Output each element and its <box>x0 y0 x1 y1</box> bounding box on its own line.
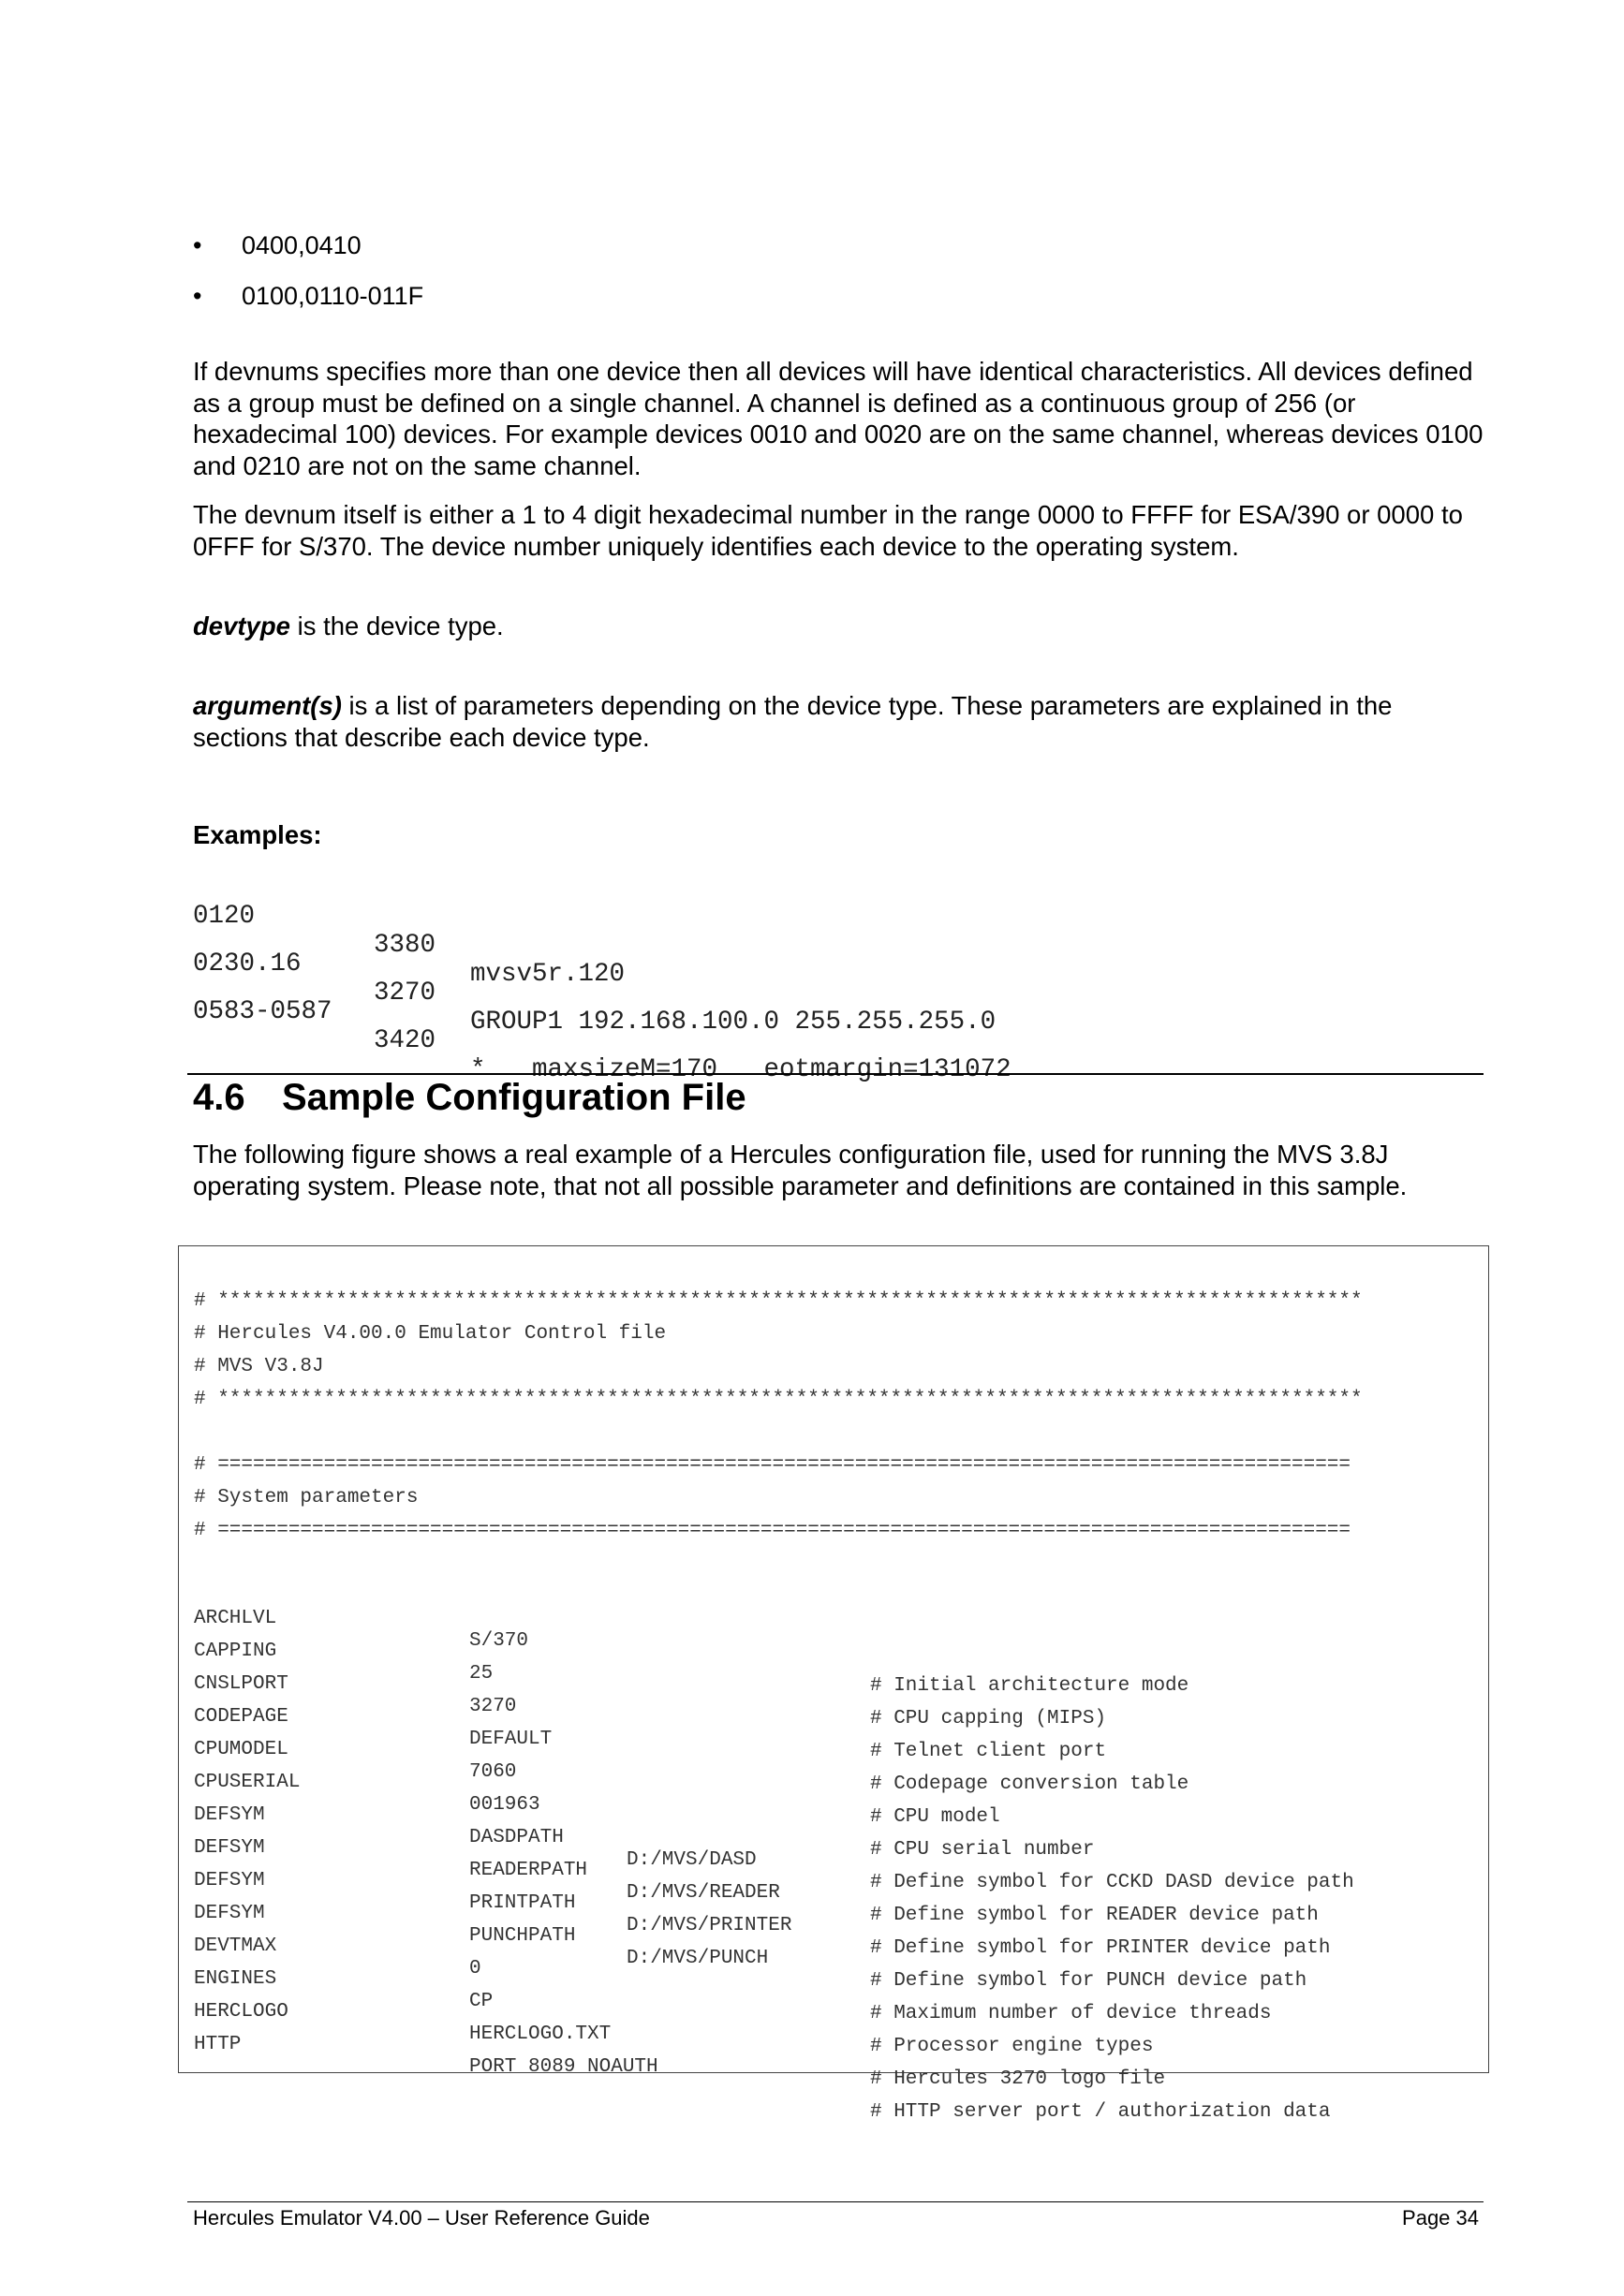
bullet-icon: • <box>193 282 202 310</box>
config-comment: # Define symbol for READER device path <box>870 1905 1319 1926</box>
example-devnum: 0120 <box>193 902 256 931</box>
example-devtype: 3380 <box>374 931 436 960</box>
config-comment: # CPU serial number <box>870 1839 1095 1861</box>
paragraph-text: If devnums specifies more than one device then all devices will have identical characteristics. All devices defined as a group must be defined on a single channel. A channel is defined as a continuous group of 256 (or hexadecimal 100) devices. For example devices 0010 and 0020 are on the same channel, whereas devices 0100 and 0210 are not on the same channel. <box>193 357 1484 480</box>
config-value-extra: D:/MVS/DASD <box>627 1849 757 1871</box>
footer-page-number: Page 34 <box>1402 2206 1479 2230</box>
config-key: DEFSYM <box>194 1870 265 1891</box>
config-value: PORT 8089 NOAUTH <box>469 2056 658 2078</box>
config-value: DASDPATH <box>469 1827 564 1848</box>
config-comment: # CPU capping (MIPS) <box>870 1708 1107 1729</box>
bullet-text: 0400,0410 <box>242 231 362 259</box>
config-value-extra: D:/MVS/READER <box>627 1882 780 1904</box>
section-intro <box>193 1139 1495 1201</box>
footer-document-title: Hercules Emulator V4.00 – User Reference Guide <box>193 2206 650 2230</box>
config-comment: # Define symbol for CCKD DASD device path <box>870 1872 1354 1893</box>
config-key: CNSLPORT <box>194 1673 288 1695</box>
example-devnum: 0583-0587 <box>193 997 332 1026</box>
code-comment-line: # ************************************************************************************************* <box>194 1290 1363 1312</box>
bullet-text: 0100,0110-011F <box>242 282 424 310</box>
code-comment-line: # System parameters <box>194 1487 419 1509</box>
config-comment: # Processor engine types <box>870 2036 1154 2057</box>
config-value: HERCLOGO.TXT <box>469 2024 612 2045</box>
config-comment: # Maximum number of device threads <box>870 2003 1272 2024</box>
example-devtype: 3270 <box>374 979 436 1008</box>
config-comment: # Define symbol for PRINTER device path <box>870 1937 1331 1959</box>
section-title: Sample Configuration File <box>282 1077 746 1118</box>
config-value-extra: D:/MVS/PRINTER <box>627 1915 792 1936</box>
code-comment-line: # ================================================================================================ <box>194 1520 1351 1541</box>
config-key: CPUMODEL <box>194 1739 288 1760</box>
config-value: 3270 <box>469 1696 517 1717</box>
config-value: PUNCHPATH <box>469 1925 576 1947</box>
config-comment: # Telnet client port <box>870 1741 1107 1762</box>
config-value: 001963 <box>469 1794 540 1816</box>
code-comment-line: # MVS V3.8J <box>194 1356 324 1377</box>
config-value: READERPATH <box>469 1860 588 1881</box>
config-value-extra: D:/MVS/PUNCH <box>627 1948 769 1969</box>
config-comment: # Initial architecture mode <box>870 1675 1189 1697</box>
paragraph-text: The following figure shows a real example of a Hercules configuration file, used for running the MVS 3.8J operating system. Please note, that not all possible parameter and definitions are contained in this sample. <box>193 1140 1408 1200</box>
paragraph-devnums-group <box>193 356 1485 481</box>
config-key: ARCHLVL <box>194 1608 277 1629</box>
argument-description: is a list of parameters depending on the device type. These parameters are explained in the sections that describe each device type. <box>193 691 1393 752</box>
config-value: DEFAULT <box>469 1729 553 1750</box>
footer-divider <box>187 2201 1484 2202</box>
config-value: PRINTPATH <box>469 1892 576 1914</box>
config-key: DEVTMAX <box>194 1935 277 1957</box>
section-heading <box>193 1077 746 1119</box>
example-arguments: * maxsizeM=170 eotmargin=131072 <box>470 1055 1011 1084</box>
paragraph-devtype <box>193 611 1485 642</box>
examples-label: Examples: <box>193 820 322 849</box>
code-comment-line: # ================================================================================================ <box>194 1454 1351 1476</box>
devtype-term: devtype <box>193 611 290 640</box>
bullet-icon: • <box>193 231 202 259</box>
code-comment-line: # Hercules V4.00.0 Emulator Control file <box>194 1323 667 1345</box>
config-key: HTTP <box>194 2034 242 2055</box>
devtype-description: is the device type. <box>289 611 504 640</box>
config-value: S/370 <box>469 1630 529 1652</box>
code-comment-line: # ************************************************************************************************* <box>194 1389 1363 1410</box>
config-comment: # Define symbol for PUNCH device path <box>870 1970 1307 1992</box>
config-comment: # Hercules 3270 logo file <box>870 2068 1166 2090</box>
config-comment: # Codepage conversion table <box>870 1774 1189 1795</box>
config-value: CP <box>469 1991 494 2012</box>
paragraph-arguments <box>193 690 1485 753</box>
example-devnum: 0230.16 <box>193 949 302 979</box>
config-file-figure <box>178 1245 1489 2123</box>
config-key: CPUSERIAL <box>194 1772 301 1793</box>
example-arguments: GROUP1 192.168.100.0 255.255.255.0 <box>470 1008 997 1037</box>
config-value: 0 <box>469 1958 481 1980</box>
section-number: 4.6 <box>193 1077 245 1118</box>
config-key: ENGINES <box>194 1968 277 1990</box>
section-divider <box>187 1073 1484 1075</box>
paragraph-text: The devnum itself is either a 1 to 4 digit hexadecimal number in the range 0000 to FFFF for ESA/390 or 0000 to 0FFF for S/370. The device number uniquely identifies each device to the operating system. <box>193 500 1463 561</box>
config-comment: # CPU model <box>870 1806 1000 1828</box>
config-comment: # HTTP server port / authorization data <box>870 2101 1331 2123</box>
config-value: 7060 <box>469 1761 517 1783</box>
example-arguments: mvsv5r.120 <box>470 960 626 989</box>
config-key: HERCLOGO <box>194 2001 288 2023</box>
config-value: 25 <box>469 1663 494 1685</box>
paragraph-devnum-range <box>193 499 1485 562</box>
config-key: DEFSYM <box>194 1837 265 1859</box>
config-key: DEFSYM <box>194 1903 265 1924</box>
example-devtype: 3420 <box>374 1026 436 1055</box>
argument-term: argument(s) <box>193 691 342 720</box>
config-key: DEFSYM <box>194 1804 265 1826</box>
config-key: CAPPING <box>194 1641 277 1662</box>
config-key: CODEPAGE <box>194 1706 288 1728</box>
